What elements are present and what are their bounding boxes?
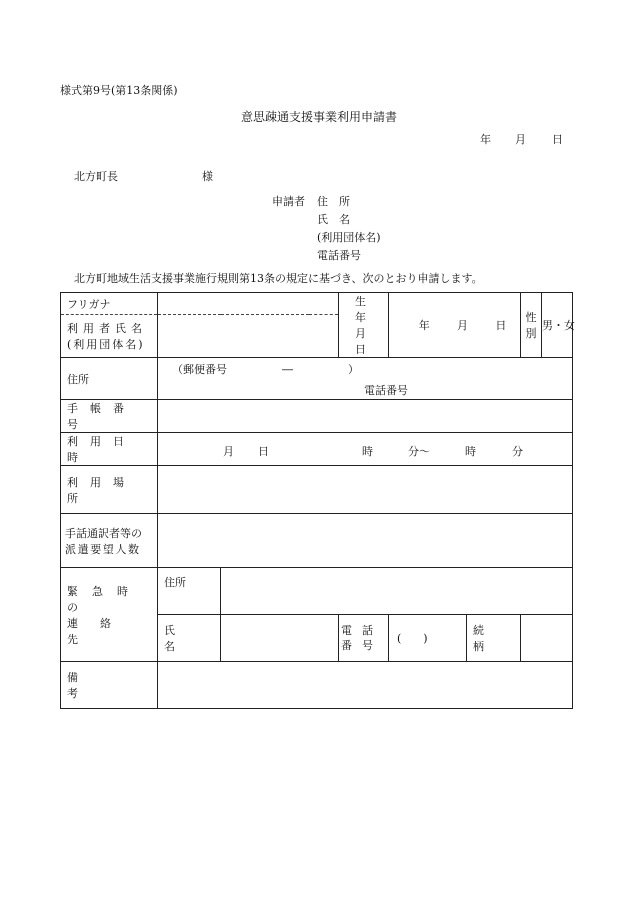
address-input[interactable] [158, 358, 573, 400]
emergency-phone-label-bottom: 番号 [341, 639, 384, 652]
address-phone-label: 電話番号 [364, 384, 408, 397]
dt-min2-label: 分 [512, 445, 523, 458]
applicant-name-label: 氏 名 [317, 213, 350, 226]
birthdate-label-bottom: 月日 [355, 327, 373, 356]
date-day: 日 [552, 133, 563, 146]
emergency-address-label-cell [158, 568, 221, 615]
user-name-input[interactable] [158, 315, 339, 358]
applicant-organization-label: (利用団体名) [317, 231, 381, 244]
furigana-input[interactable] [158, 293, 339, 315]
form-number: 様式第9号(第13条関係) [60, 84, 178, 97]
emergency-phone-input[interactable] [389, 615, 467, 662]
emergency-name-label-cell [158, 615, 221, 662]
emergency-contact-label-cell [61, 568, 158, 662]
applicant-label: 申請者 [272, 195, 305, 208]
furigana-label-cell [61, 293, 158, 315]
furigana-label: フリガナ [67, 297, 111, 311]
emergency-phone-paren: ( ) [397, 632, 428, 645]
birthdate-input[interactable] [389, 293, 521, 358]
date-year: 年 [480, 133, 491, 146]
dt-day-label: 日 [258, 445, 269, 458]
birthdate-label-top: 生年 [355, 295, 373, 324]
interpreter-count-label-line2: 派遣要望人数 [65, 542, 141, 556]
emergency-phone-label-top: 電話 [341, 624, 384, 637]
addressee-honorific: 様 [202, 170, 213, 183]
use-datetime-label-cell [61, 433, 158, 466]
emergency-contact-label-line2: 連絡先 [67, 616, 133, 646]
application-form-table [60, 292, 576, 709]
interpreter-count-label-cell [61, 514, 158, 568]
use-place-input[interactable] [158, 466, 573, 514]
remarks-label-cell [61, 662, 158, 709]
addressee-name: 北方町長 [74, 170, 118, 183]
address-label: 住所 [67, 372, 89, 386]
sex-label-cell [521, 293, 542, 358]
interpreter-count-label-line1: 手話通訳者等の [65, 526, 142, 540]
document-title: 意思疎通支援事業利用申請書 [241, 110, 398, 124]
birthdate-label-cell [339, 293, 389, 358]
sex-label-bottom: 別 [525, 327, 537, 340]
postal-code-label: （郵便番号 ― ） [172, 363, 359, 376]
organization-name-label: (利用団体名) [67, 338, 145, 352]
emergency-address-input[interactable] [221, 568, 573, 615]
emergency-relation-label-cell [467, 615, 521, 662]
user-name-label: 利用者氏名 [67, 322, 147, 336]
dt-hour2-label: 時 [465, 445, 476, 458]
dt-min1-label: 分～ [408, 445, 430, 458]
use-datetime-input[interactable] [158, 433, 573, 466]
address-label-cell [61, 358, 158, 400]
use-datetime-label: 利用日時 [67, 435, 136, 464]
notebook-number-input[interactable] [158, 400, 573, 433]
use-place-label: 利用場所 [67, 475, 136, 505]
interpreter-count-input[interactable] [158, 514, 573, 568]
user-name-label-cell [61, 315, 158, 358]
emergency-phone-label-cell [339, 615, 389, 662]
use-place-label-cell [61, 466, 158, 514]
dt-hour1-label: 時 [362, 445, 373, 458]
notebook-number-label-cell [61, 400, 158, 433]
intro-text: 北方町地域生活支援事業施行規則第13条の規定に基づき、次のとおり申請します。 [74, 272, 483, 285]
date-month: 月 [515, 133, 526, 146]
notebook-number-label: 手帳番号 [67, 402, 136, 431]
sex-value[interactable]: 男・女 [542, 293, 573, 358]
emergency-contact-label-line1: 緊急時の [67, 584, 142, 614]
birth-year-label: 年 [418, 319, 430, 332]
dt-month-label: 月 [223, 445, 234, 458]
emergency-name-input[interactable] [221, 615, 339, 662]
emergency-name-label: 氏名 [164, 624, 195, 653]
remarks-label: 備考 [67, 671, 138, 700]
emergency-relation-input[interactable] [521, 615, 573, 662]
sex-label-top: 性 [525, 311, 537, 324]
emergency-address-label: 住所 [164, 576, 186, 589]
remarks-input[interactable] [158, 662, 573, 709]
birth-month-label: 月 [457, 319, 469, 332]
emergency-relation-label: 続柄 [473, 624, 499, 653]
applicant-phone-label: 電話番号 [317, 249, 361, 262]
applicant-address-label: 住 所 [317, 195, 350, 208]
birth-day-label: 日 [495, 319, 507, 332]
